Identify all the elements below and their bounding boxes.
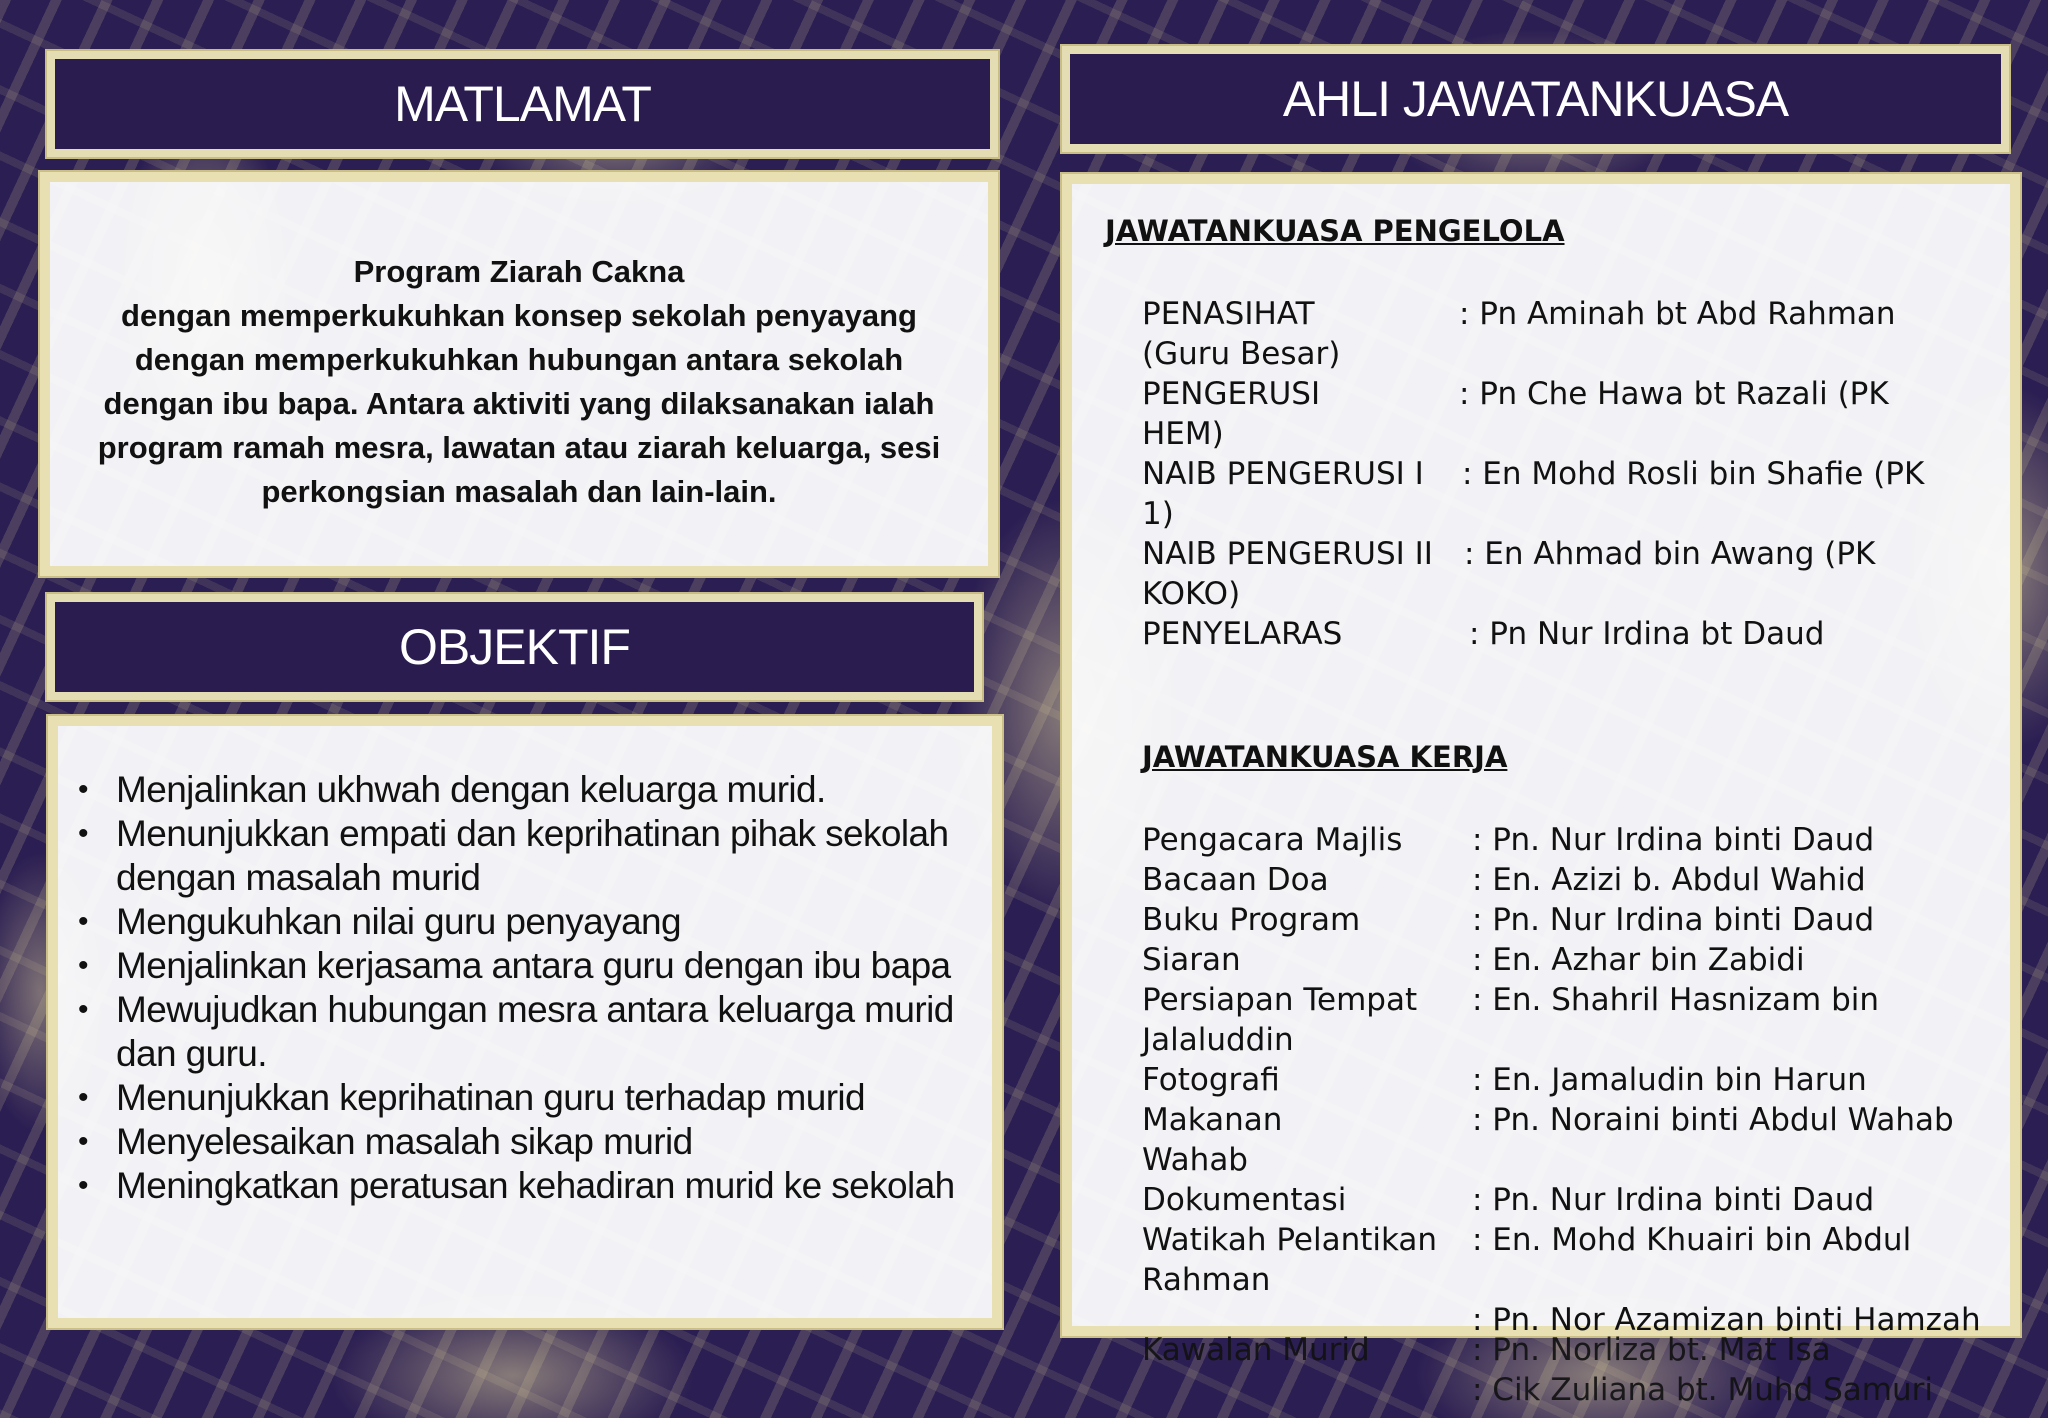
matlamat-line: dengan memperkukuhkan konsep sekolah penyayang (121, 298, 917, 333)
kerja-name: : En. Shahril Hasnizam bin (1472, 982, 1880, 1018)
ahli-title-bar (1062, 46, 2009, 152)
matlamat-text (50, 250, 988, 514)
kerja-heading: JAWATANKUASA KERJA (1142, 740, 1508, 774)
kerja-role: Makanan (1142, 1102, 1283, 1138)
kerja-role: Dokumentasi (1142, 1182, 1347, 1218)
pengelola-role-cont: HEM) (1142, 416, 1224, 452)
pengelola-name: : Pn Nur Irdina bt Daud (1469, 616, 1825, 652)
pengelola-role: NAIB PENGERUSI I (1142, 456, 1424, 492)
list-item: • Menjalinkan kerjasama antara guru dengan ibu bapa (78, 944, 972, 988)
pengelola-role-cont: 1) (1142, 496, 1174, 532)
kerja-role: Siaran (1142, 942, 1241, 978)
ahli-title: AHLI JAWATANKUASA (1282, 71, 1789, 127)
kerja-role-cont: Rahman (1142, 1262, 1271, 1298)
pengelola-name: : Pn Aminah bt Abd Rahman (1459, 296, 1896, 332)
kerja-role: Pengacara Majlis (1142, 822, 1403, 858)
kerja-name: : Pn. Norliza bt. Mat Isa (1472, 1332, 1831, 1368)
matlamat-title-bar (47, 51, 998, 157)
kerja-role: Bacaan Doa (1142, 862, 1329, 898)
kerja-role: Fotografi (1142, 1062, 1280, 1098)
matlamat-line: dengan memperkukuhkan hubungan antara sekolah (134, 342, 904, 377)
kerja-name: : Cik Zuliana bt. Muhd Samuri (1472, 1372, 1933, 1408)
pengelola-role-cont: (Guru Besar) (1142, 336, 1341, 372)
kerja-name: : En. Jamaludin bin Harun (1472, 1062, 1867, 1098)
matlamat-line: dengan ibu bapa. Antara aktiviti yang dilaksanakan ialah (103, 386, 935, 421)
pengelola-role: PENGERUSI (1142, 376, 1321, 412)
kerja-name: : Pn. Nur Irdina binti Daud (1472, 822, 1875, 858)
matlamat-line: Program Ziarah Cakna (353, 254, 685, 289)
matlamat-line: program ramah mesra, lawatan atau ziarah keluarga, sesi (97, 430, 941, 465)
pengelola-role: PENYELARAS (1142, 616, 1343, 652)
pengelola-name: : Pn Che Hawa bt Razali (PK (1459, 376, 1889, 412)
pengelola-name: : En Ahmad bin Awang (PK (1464, 536, 1876, 572)
pengelola-role: PENASIHAT (1142, 296, 1315, 332)
kerja-role: Kawalan Murid (1142, 1332, 1370, 1368)
ahli-panel (1062, 174, 2020, 1336)
list-item: • Mewujudkan hubungan mesra antara keluarga murid dan guru. (78, 988, 972, 1076)
pengelola-role: NAIB PENGERUSI II (1142, 536, 1433, 572)
kerja-name: : En. Mohd Khuairi bin Abdul (1472, 1222, 1912, 1258)
list-item: • Meningkatkan peratusan kehadiran murid ke sekolah (78, 1164, 972, 1208)
list-item: • Mengukuhkan nilai guru penyayang (78, 900, 972, 944)
kerja-name: : Pn. Nor Azamizan binti Hamzah (1472, 1302, 1981, 1338)
kerja-name: : Pn. Noraini binti Abdul Wahab (1472, 1102, 1954, 1138)
kerja-role: Watikah Pelantikan (1142, 1222, 1438, 1258)
objektif-list (78, 768, 972, 1208)
matlamat-title: MATLAMAT (394, 76, 651, 132)
pengelola-role-cont: KOKO) (1142, 576, 1241, 612)
kerja-name: : Pn. Nur Irdina binti Daud (1472, 902, 1875, 938)
objektif-panel (48, 716, 1002, 1328)
kerja-role: Buku Program (1142, 902, 1361, 938)
objektif-title: OBJEKTIF (399, 619, 630, 675)
kerja-name: : En. Azhar bin Zabidi (1472, 942, 1805, 978)
matlamat-panel (40, 172, 998, 576)
kerja-name: : En. Azizi b. Abdul Wahid (1472, 862, 1866, 898)
list-item: • Menjalinkan ukhwah dengan keluarga murid. (78, 768, 972, 812)
matlamat-line: perkongsian masalah dan lain-lain. (261, 474, 777, 509)
objektif-title-bar (47, 594, 982, 700)
kerja-role-cont: Jalaluddin (1142, 1022, 1294, 1058)
pengelola-heading: JAWATANKUASA PENGELOLA (1105, 214, 1565, 248)
list-item: • Menyelesaikan masalah sikap murid (78, 1120, 972, 1164)
pengelola-name: : En Mohd Rosli bin Shafie (PK (1462, 456, 1925, 492)
kerja-role: Persiapan Tempat (1142, 982, 1418, 1018)
list-item: • Menunjukkan empati dan keprihatinan pihak sekolah dengan masalah murid (78, 812, 972, 900)
kerja-role-cont: Wahab (1142, 1142, 1248, 1178)
kerja-name: : Pn. Nur Irdina binti Daud (1472, 1182, 1875, 1218)
list-item: • Menunjukkan keprihatinan guru terhadap murid (78, 1076, 972, 1120)
